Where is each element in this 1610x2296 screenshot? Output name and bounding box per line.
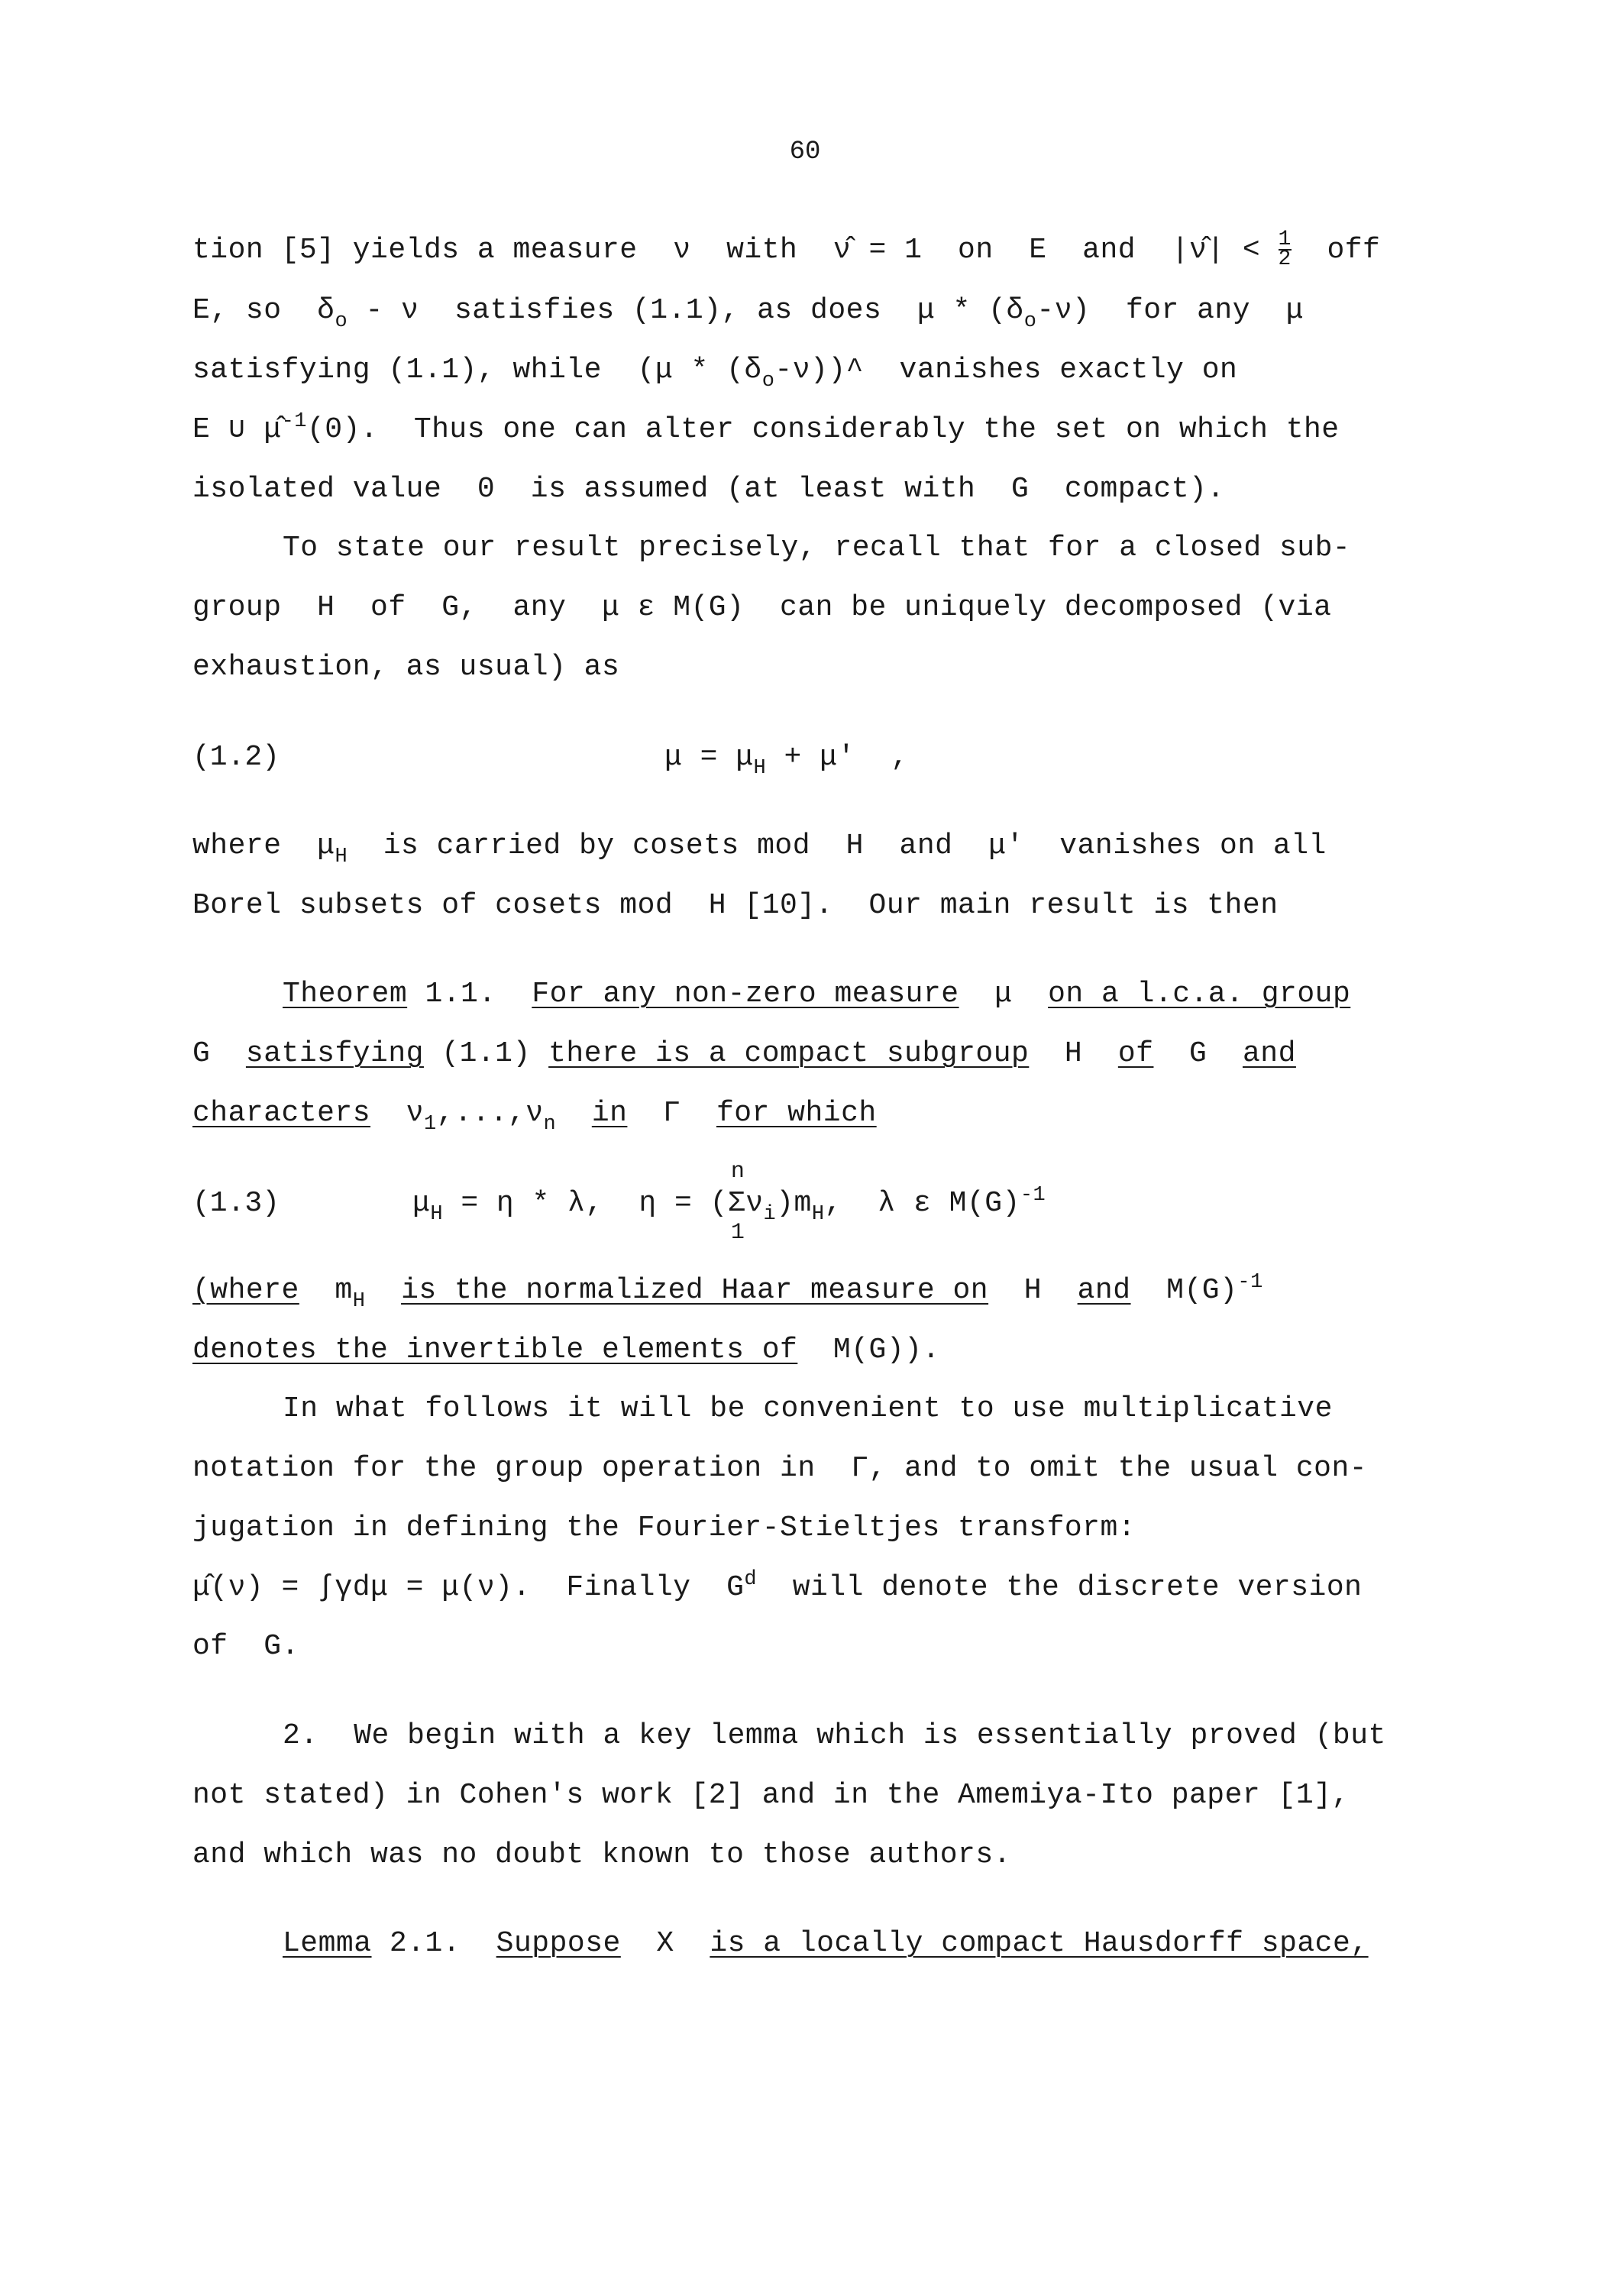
fraction-one-half: $\frac{1}{2}$ bbox=[1278, 228, 1292, 271]
text-line-4: E ∪ μ̂$^{-1}$(0). Thus one can alter considerably the set on which the bbox=[192, 410, 1340, 446]
theorem-line-3: characters $\nu_1,...,\nu_n$ in Γ for which bbox=[192, 1097, 877, 1136]
text-line-13: jugation in defining the Fourier-Stieltjes transform: bbox=[192, 1512, 1136, 1544]
section-2-line-3: and which was no doubt known to those authors. bbox=[192, 1838, 1011, 1871]
text-line-7: group H of G, any μ ε M(G) can be uniquely decomposed (via bbox=[192, 591, 1332, 624]
lemma-label: Lemma bbox=[283, 1927, 372, 1960]
text-line-12: notation for the group operation in Γ, and to omit the usual con- bbox=[192, 1452, 1368, 1485]
lemma-line-1: Lemma 2.1. Suppose X is a locally compact Hausdorff space, bbox=[283, 1927, 1369, 1960]
text-line-14: μ̂(ν) = ∫γdμ = μ(ν). Finally $G^d$ will denote the discrete version bbox=[192, 1568, 1363, 1604]
text-line-2: E, so $\delta_o$ - ν satisfies (1.1), as does μ * $(\delta_o-\nu)$ for any μ bbox=[192, 294, 1304, 333]
text-line-11: In what follows it will be convenient to use multiplicative bbox=[283, 1392, 1333, 1425]
theorem-line-2: G satisfying (1.1) there is a compact subgroup H of G and bbox=[192, 1037, 1296, 1070]
equation-number-1-2: (1.2) bbox=[192, 741, 280, 774]
equation-1-2: $\mu = \mu_H + \mu'$ , bbox=[664, 741, 909, 780]
theorem-label: Theorem bbox=[283, 978, 408, 1011]
text-line-6: To state our result precisely, recall that for a closed sub- bbox=[283, 532, 1351, 564]
section-2-line-1: 2. We begin with a key lemma which is essentially proved (but bbox=[283, 1719, 1386, 1752]
theorem-where-line-2: denotes the invertible elements of M(G)). bbox=[192, 1334, 940, 1366]
text-line-5: isolated value 0 is assumed (at least with G compact). bbox=[192, 473, 1225, 506]
text-line-1: tion [5] yields a measure ν with ν̂ = 1 on E and |ν̂| < $\frac{1}{2}$ off bbox=[192, 228, 1381, 271]
theorem-line-1: Theorem 1.1. For any non-zero measure μ on a l.c.a. group bbox=[283, 978, 1351, 1011]
summation-sign: Σ n 1 bbox=[727, 1159, 746, 1246]
section-2-line-2: not stated) in Cohen's work [2] and in the Amemiya-Ito paper [1], bbox=[192, 1779, 1350, 1812]
equation-number-1-3: (1.3) bbox=[192, 1187, 280, 1220]
text-line-3: satisfying (1.1), while $(\mu * (\delta_o-\nu))\^{}$ vanishes exactly on bbox=[192, 354, 1238, 393]
text-line-10: Borel subsets of cosets mod H [10]. Our main result is then bbox=[192, 889, 1279, 922]
theorem-where-line-1: (where $m_H$ is the normalized Haar measure on H and $M(G)^{-1}$ bbox=[192, 1271, 1263, 1313]
text-line-8: exhaustion, as usual) as bbox=[192, 651, 620, 684]
page-number: 60 bbox=[789, 137, 821, 167]
equation-1-3: $\mu_H = \eta * \lambda$, η = (Σ n 1 $\nu_i)m_H$, λ ε $M(G)^{-1}$ bbox=[412, 1159, 1046, 1246]
text-line-9: where $\mu_H$ is carried by cosets mod H and μ' vanishes on all bbox=[192, 829, 1327, 868]
text-line-15: of G. bbox=[192, 1630, 299, 1663]
